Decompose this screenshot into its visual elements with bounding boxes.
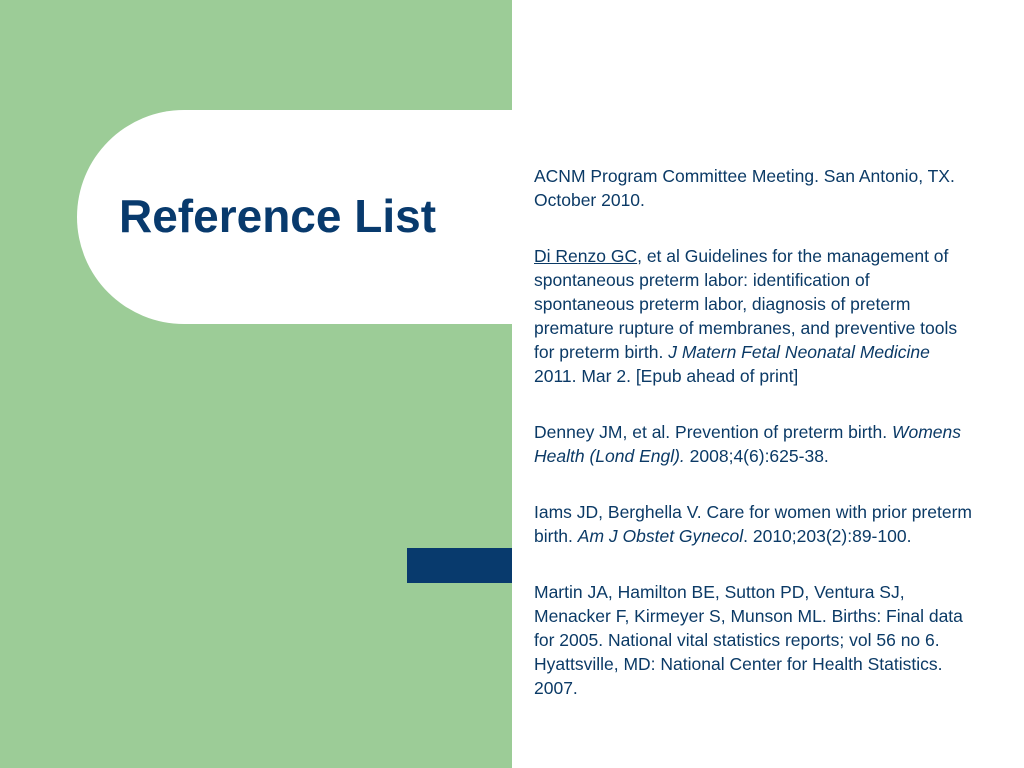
- author-link-di-renzo[interactable]: Di Renzo GC: [534, 246, 638, 266]
- journal-name: Womens Health (Lond Engl).: [534, 422, 961, 466]
- reference-text: Denney JM, et al. Prevention of preterm birth.: [534, 422, 892, 442]
- slide-title: Reference List: [119, 190, 437, 242]
- reference-text: Iams JD, Berghella V. Care for women with prior preterm birth.: [534, 502, 972, 546]
- reference-list: [534, 164, 974, 732]
- reference-item-4: [534, 500, 974, 548]
- reference-item-2: [534, 244, 974, 388]
- reference-text: . 2010;203(2):89-100.: [743, 526, 912, 546]
- reference-item-5: Martin JA, Hamilton BE, Sutton PD, Ventura SJ, Menacker F, Kirmeyer S, Munson ML. Births: Final data for 2005. National vital statistics reports; vol 56 no 6. Hyattsville, MD: National Center for Health Statistics. 2007.: [534, 582, 963, 698]
- journal-name: Am J Obstet Gynecol: [577, 526, 744, 546]
- reference-item-1: ACNM Program Committee Meeting. San Antonio, TX. October 2010.: [534, 166, 955, 210]
- journal-name: J Matern Fetal Neonatal Medicine: [668, 342, 930, 362]
- reference-item-3: [534, 420, 974, 468]
- reference-text: 2011. Mar 2. [Epub ahead of print]: [534, 366, 799, 386]
- accent-bar: [407, 548, 512, 583]
- reference-text: , et al Guidelines for the management of spontaneous preterm labor: identification of spontaneous preterm labor, diagnosis of preterm premature rupture of membranes, and preventive tools for preterm birth.: [534, 246, 958, 362]
- reference-text: 2008;4(6):625-38.: [684, 446, 829, 466]
